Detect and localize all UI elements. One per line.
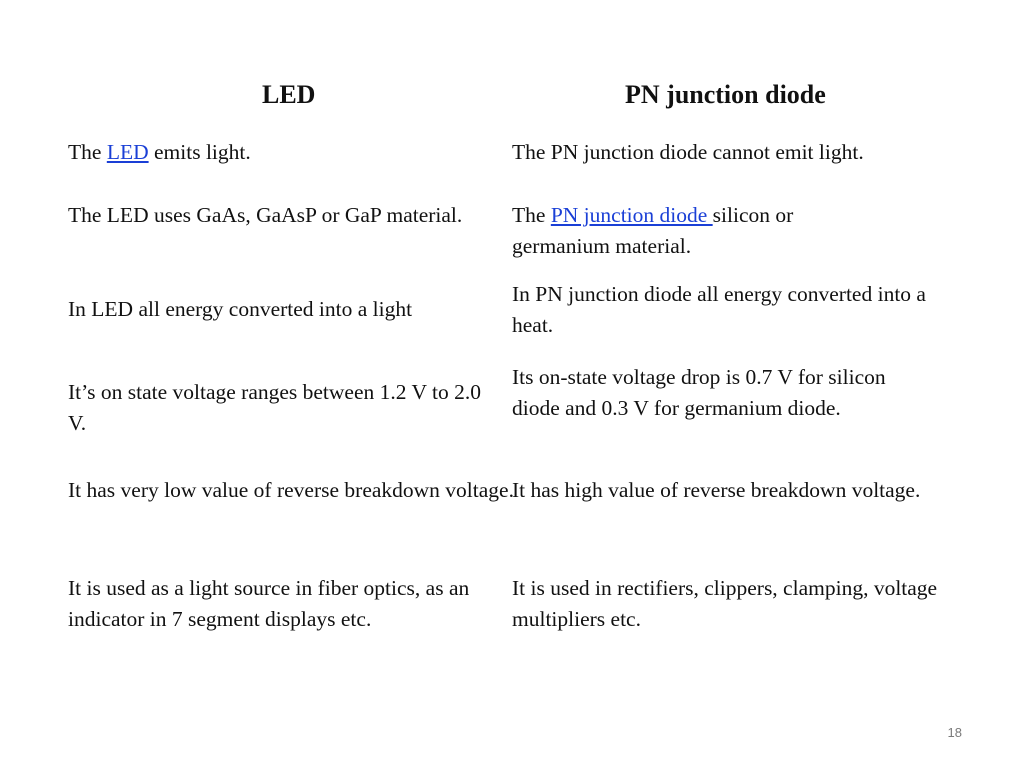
led-row-5: It has very low value of reverse breakdown voltage. [68, 478, 514, 502]
pn-row-2-pre: The [512, 203, 551, 227]
pn-column-header: PN junction diode [625, 80, 826, 109]
pn-row-1: The PN junction diode cannot emit light. [512, 140, 864, 164]
led-row-2: The LED uses GaAs, GaAsP or GaP material. [68, 203, 463, 227]
page-number: 18 [947, 725, 962, 740]
led-row-4: It’s on state voltage ranges between 1.2 V to 2.0 V. [68, 380, 481, 435]
led-row-1-post: emits light. [148, 140, 251, 164]
pn-row-4: Its on-state voltage drop is 0.7 V for silicon diode and 0.3 V for germanium diode. [512, 365, 886, 420]
pn-row-3: In PN junction diode all energy converted into a heat. [512, 282, 926, 337]
led-row-1-pre: The [68, 140, 107, 164]
led-link[interactable]: LED [106, 140, 149, 164]
led-column-header: LED [262, 80, 316, 109]
led-row-1 [68, 137, 508, 168]
pn-row-2-post: silicon or germanium material. [512, 203, 794, 258]
led-row-3: In LED all energy converted into a light [68, 297, 413, 321]
pn-row-2 [512, 200, 872, 261]
pn-junction-diode-link[interactable]: PN junction diode [550, 203, 713, 227]
led-row-6: It is used as a light source in fiber optics, as an indicator in 7 segment displays etc. [68, 576, 470, 631]
pn-row-5: It has high value of reverse breakdown voltage. [512, 478, 921, 502]
pn-row-6: It is used in rectifiers, clippers, clamping, voltage multipliers etc. [512, 576, 938, 631]
